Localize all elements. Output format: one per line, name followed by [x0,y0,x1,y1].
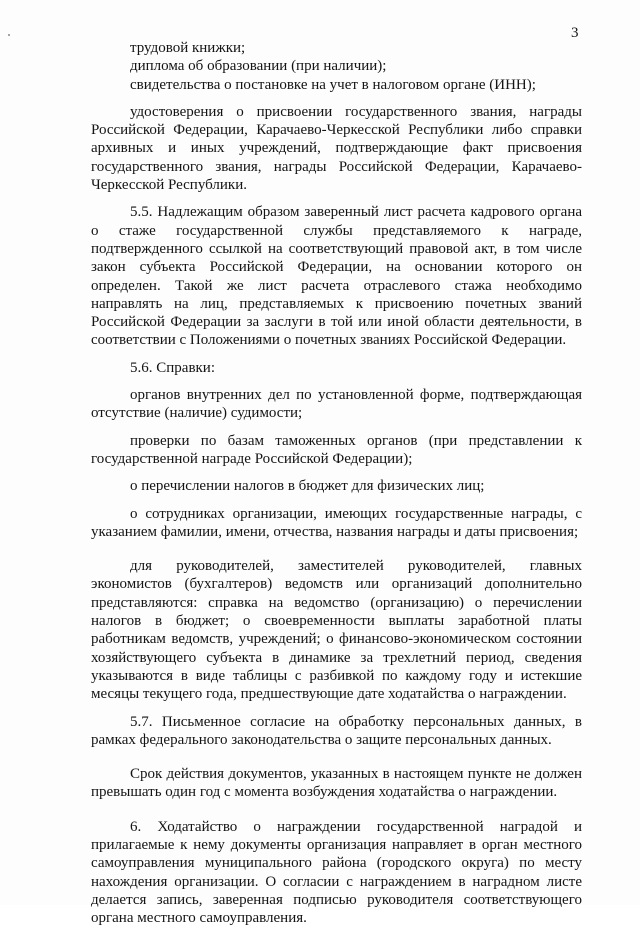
paragraph-managers: для руководителей, заместителей руководителей, главных экономистов (бухгалтеров) ведомств или организаций дополнительно представляются: справка на ведомство (организацию) о перечислении налогов в бюджет; о своевременности выплаты заработной платы работникам ведомств, учреждений; о финансово-экономическом состоянии хозяйствующего субъекта в динамике за трехлетний период, сведения указываются в виде таблицы с разбивкой по каждому году и истекшие месяцы текущего года, предшествующие дате ходатайства о награждении. [91,558,582,703]
paragraph-customs: проверки по базам таможенных органов (при представлении к государственной награде Российской Федерации); [91,432,582,467]
paragraph-internal-affairs: органов внутренних дел по установленной форме, подтверждающая отсутствие (наличие) судимости; [91,387,582,422]
paragraph-work-book: трудовой книжки; [130,40,246,56]
document-body [91,39,582,927]
paragraph-diploma: диплома об образовании (при наличии); [130,58,387,75]
paragraph-employees: о сотрудниках организации, имеющих государственные награды, с указанием фамилии, имени, отчества, названия награды и даты присвоения; [91,505,582,540]
paragraph-certificate: удостоверения о присвоении государственного звания, награды Российской Федерации, Карачаево-Черкесской Республики либо справки архивных и иных учреждений, подтверждающие факт присвоения государственного звания, награды Российской Федерации, Карачаево-Черкесской Республики. [91,103,582,194]
paragraph-taxes: о перечислении налогов в бюджет для физических лиц; [130,478,485,495]
paragraph-5-7: 5.7. Письменное согласие на обработку персональных данных, в рамках федерального законодательства о защите персональных данных. [91,713,582,748]
paragraph-6: 6. Ходатайство о награждении государственной наградой и прилагаемые к нему документы организация направляет в орган местного самоуправления муниципального района (городского округа) по месту нахождения организации. О согласии с награждением в наградном листе делается запись, заверенная подписью руководителя соответствующего органа местного самоуправления. [91,818,582,927]
paragraph-5-6-heading: 5.6. Справки: [130,359,216,376]
page-number: 3 [571,25,579,41]
scan-speck [8,34,10,36]
paragraph-validity: Срок действия документов, указанных в настоящем пункте не должен превышать один год с момента возбуждения ходатайства о награждении. [91,766,582,801]
paragraph-5-5: 5.5. Надлежащим образом заверенный лист расчета кадрового органа о стаже государственной службы представляемого к награде, подтвержденного ссылкой на соответствующий правовой акт, в том числе закон субъекта Российской Федерации, на основании которого он определен. Такой же лист расчета отраслевого стажа необходимо направлять на лиц, представляемых к присвоению почетных званий Российской Федерации за заслуги в той или иной области деятельности, в соответствии с Положениями о почетных званиях Российской Федерации. [91,204,582,349]
paragraph-inn: свидетельства о постановке на учет в налоговом органе (ИНН); [130,76,536,93]
